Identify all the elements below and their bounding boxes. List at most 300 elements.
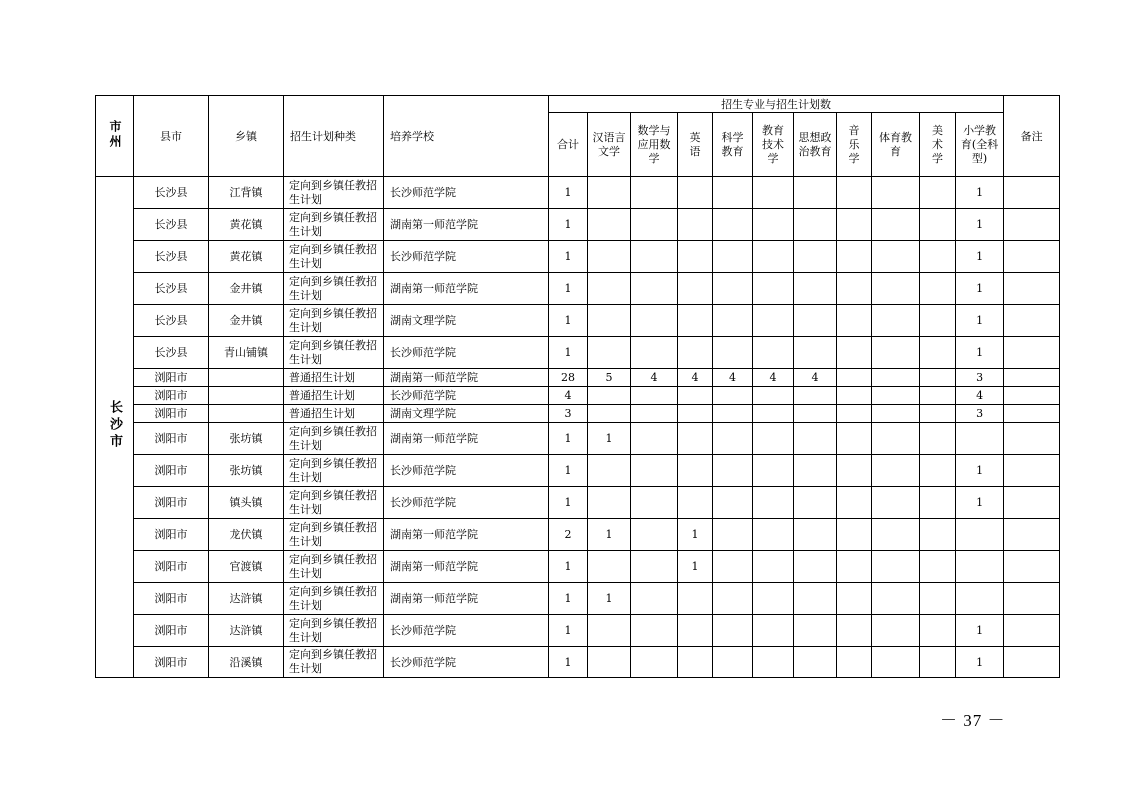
total-cell: 1: [549, 241, 588, 273]
major-count-cell: [588, 305, 631, 337]
major-count-cell: [678, 337, 713, 369]
major-count-cell: [753, 519, 794, 551]
town-cell: 张坊镇: [209, 455, 284, 487]
major-count-cell: 5: [588, 369, 631, 387]
remark-cell: [1004, 647, 1060, 678]
major-count-cell: 4: [794, 369, 837, 387]
major-count-cell: [956, 551, 1004, 583]
major-count-cell: [872, 551, 920, 583]
major-count-cell: [713, 487, 753, 519]
major-count-cell: [588, 615, 631, 647]
total-cell: 1: [549, 337, 588, 369]
header-school: 培养学校: [384, 96, 549, 177]
county-cell: 浏阳市: [134, 423, 209, 455]
major-count-cell: [794, 241, 837, 273]
major-count-cell: [588, 551, 631, 583]
major-count-cell: [837, 177, 872, 209]
major-count-cell: [753, 647, 794, 678]
major-count-cell: [872, 487, 920, 519]
table-row: [96, 647, 1060, 678]
major-count-cell: 4: [713, 369, 753, 387]
table-row: [96, 551, 1060, 583]
major-count-cell: [794, 647, 837, 678]
major-count-cell: 1: [956, 241, 1004, 273]
major-count-cell: [753, 423, 794, 455]
plan-type-cell: 定向到乡镇任教招生计划: [284, 337, 384, 369]
major-count-cell: [753, 487, 794, 519]
major-count-cell: 1: [956, 209, 1004, 241]
major-count-cell: [794, 423, 837, 455]
major-count-cell: [588, 273, 631, 305]
major-count-cell: [631, 615, 678, 647]
major-count-cell: [920, 273, 956, 305]
major-count-cell: [872, 387, 920, 405]
header-major: 教育技术学: [753, 113, 794, 177]
town-cell: 龙伏镇: [209, 519, 284, 551]
town-cell: 沿溪镇: [209, 647, 284, 678]
major-count-cell: [794, 305, 837, 337]
remark-cell: [1004, 423, 1060, 455]
major-count-cell: 1: [678, 519, 713, 551]
major-count-cell: [872, 405, 920, 423]
major-count-cell: [837, 209, 872, 241]
major-count-cell: [794, 455, 837, 487]
major-count-cell: [753, 387, 794, 405]
school-cell: 长沙师范学院: [384, 177, 549, 209]
major-count-cell: [753, 209, 794, 241]
city-cell: 长沙市: [96, 177, 134, 678]
major-count-cell: [837, 487, 872, 519]
plan-type-cell: 定向到乡镇任教招生计划: [284, 209, 384, 241]
plan-type-cell: 定向到乡镇任教招生计划: [284, 647, 384, 678]
major-count-cell: [713, 209, 753, 241]
town-cell: 达浒镇: [209, 615, 284, 647]
major-count-cell: [713, 177, 753, 209]
major-count-cell: [837, 241, 872, 273]
major-count-cell: [794, 273, 837, 305]
major-count-cell: [872, 305, 920, 337]
total-cell: 1: [549, 273, 588, 305]
major-count-cell: [920, 647, 956, 678]
county-cell: 长沙县: [134, 241, 209, 273]
major-count-cell: [631, 241, 678, 273]
town-cell: 黄花镇: [209, 209, 284, 241]
major-count-cell: 4: [753, 369, 794, 387]
remark-cell: [1004, 337, 1060, 369]
major-count-cell: [713, 423, 753, 455]
major-count-cell: [678, 615, 713, 647]
major-count-cell: [588, 405, 631, 423]
county-cell: 浏阳市: [134, 387, 209, 405]
school-cell: 湖南文理学院: [384, 405, 549, 423]
major-count-cell: [631, 337, 678, 369]
major-count-cell: [713, 647, 753, 678]
county-cell: 长沙县: [134, 337, 209, 369]
major-count-cell: [678, 273, 713, 305]
major-count-cell: [631, 423, 678, 455]
major-count-cell: [631, 405, 678, 423]
table-row: [96, 209, 1060, 241]
major-count-cell: [631, 387, 678, 405]
major-count-cell: [753, 241, 794, 273]
table-row: [96, 241, 1060, 273]
county-cell: 长沙县: [134, 305, 209, 337]
major-count-cell: [678, 405, 713, 423]
total-cell: 1: [549, 209, 588, 241]
school-cell: 湖南第一师范学院: [384, 423, 549, 455]
table-row: [96, 615, 1060, 647]
header-majors-group: 招生专业与招生计划数: [549, 96, 1004, 113]
major-count-cell: 1: [956, 455, 1004, 487]
town-cell: [209, 405, 284, 423]
major-count-cell: [753, 305, 794, 337]
major-count-cell: [920, 519, 956, 551]
major-count-cell: 1: [588, 583, 631, 615]
major-count-cell: [837, 369, 872, 387]
major-count-cell: [588, 487, 631, 519]
remark-cell: [1004, 387, 1060, 405]
major-count-cell: 1: [956, 305, 1004, 337]
table-row: [96, 337, 1060, 369]
town-cell: 江背镇: [209, 177, 284, 209]
table-row: [96, 387, 1060, 405]
remark-cell: [1004, 551, 1060, 583]
major-count-cell: 1: [956, 487, 1004, 519]
page-number: － 37 －: [940, 711, 1006, 730]
header-town: 乡镇: [209, 96, 284, 177]
major-count-cell: [837, 519, 872, 551]
enrollment-plan-table: [95, 95, 1060, 678]
school-cell: 湖南第一师范学院: [384, 273, 549, 305]
header-major: 小学教育(全科型): [956, 113, 1004, 177]
total-cell: 1: [549, 487, 588, 519]
major-count-cell: [588, 455, 631, 487]
remark-cell: [1004, 369, 1060, 387]
major-count-cell: [837, 647, 872, 678]
table-row: [96, 369, 1060, 387]
plan-type-cell: 定向到乡镇任教招生计划: [284, 177, 384, 209]
major-count-cell: [872, 615, 920, 647]
major-count-cell: [794, 405, 837, 423]
major-count-cell: [872, 455, 920, 487]
header-city: 市州: [96, 96, 134, 177]
major-count-cell: 4: [956, 387, 1004, 405]
school-cell: 长沙师范学院: [384, 615, 549, 647]
school-cell: 湖南第一师范学院: [384, 551, 549, 583]
major-count-cell: 1: [956, 177, 1004, 209]
major-count-cell: [872, 241, 920, 273]
major-count-cell: [631, 551, 678, 583]
major-count-cell: [920, 455, 956, 487]
header-major: 体育教育: [872, 113, 920, 177]
county-cell: 长沙县: [134, 273, 209, 305]
major-count-cell: [920, 241, 956, 273]
plan-type-cell: 普通招生计划: [284, 369, 384, 387]
major-count-cell: [678, 647, 713, 678]
header-major: 思想政治教育: [794, 113, 837, 177]
major-count-cell: [920, 305, 956, 337]
major-count-cell: 1: [956, 615, 1004, 647]
major-count-cell: [794, 337, 837, 369]
table-row: [96, 455, 1060, 487]
plan-type-cell: 定向到乡镇任教招生计划: [284, 423, 384, 455]
major-count-cell: [837, 615, 872, 647]
major-count-cell: [631, 583, 678, 615]
major-count-cell: [713, 387, 753, 405]
remark-cell: [1004, 487, 1060, 519]
major-count-cell: [678, 423, 713, 455]
major-count-cell: [753, 337, 794, 369]
major-count-cell: [837, 405, 872, 423]
total-cell: 4: [549, 387, 588, 405]
plan-type-cell: 定向到乡镇任教招生计划: [284, 615, 384, 647]
table-row: [96, 273, 1060, 305]
major-count-cell: 4: [631, 369, 678, 387]
major-count-cell: [588, 337, 631, 369]
total-cell: 1: [549, 615, 588, 647]
total-cell: 1: [549, 305, 588, 337]
major-count-cell: [837, 305, 872, 337]
major-count-cell: [713, 273, 753, 305]
major-count-cell: [837, 337, 872, 369]
plan-type-cell: 定向到乡镇任教招生计划: [284, 487, 384, 519]
major-count-cell: [588, 209, 631, 241]
major-count-cell: 1: [588, 423, 631, 455]
county-cell: 浏阳市: [134, 405, 209, 423]
major-count-cell: [678, 487, 713, 519]
major-count-cell: [920, 423, 956, 455]
county-cell: 浏阳市: [134, 647, 209, 678]
school-cell: 长沙师范学院: [384, 487, 549, 519]
major-count-cell: [872, 273, 920, 305]
major-count-cell: [678, 455, 713, 487]
total-cell: 1: [549, 177, 588, 209]
plan-type-cell: 定向到乡镇任教招生计划: [284, 519, 384, 551]
major-count-cell: [713, 405, 753, 423]
town-cell: 黄花镇: [209, 241, 284, 273]
remark-cell: [1004, 615, 1060, 647]
town-cell: 金井镇: [209, 273, 284, 305]
major-count-cell: [678, 177, 713, 209]
remark-cell: [1004, 209, 1060, 241]
plan-type-cell: 定向到乡镇任教招生计划: [284, 551, 384, 583]
total-cell: 1: [549, 455, 588, 487]
major-count-cell: [753, 455, 794, 487]
school-cell: 长沙师范学院: [384, 241, 549, 273]
town-cell: [209, 387, 284, 405]
major-count-cell: [631, 487, 678, 519]
header-county: 县市: [134, 96, 209, 177]
town-cell: 官渡镇: [209, 551, 284, 583]
major-count-cell: [872, 369, 920, 387]
major-count-cell: [713, 583, 753, 615]
major-count-cell: [920, 615, 956, 647]
school-cell: 湖南第一师范学院: [384, 583, 549, 615]
major-count-cell: 1: [956, 337, 1004, 369]
major-count-cell: [872, 209, 920, 241]
school-cell: 湖南第一师范学院: [384, 519, 549, 551]
major-count-cell: [920, 387, 956, 405]
school-cell: 湖南第一师范学院: [384, 209, 549, 241]
major-count-cell: [872, 647, 920, 678]
major-count-cell: [920, 369, 956, 387]
major-count-cell: [678, 387, 713, 405]
town-cell: 镇头镇: [209, 487, 284, 519]
table-row: [96, 405, 1060, 423]
header-major: 合计: [549, 113, 588, 177]
total-cell: 2: [549, 519, 588, 551]
county-cell: 长沙县: [134, 177, 209, 209]
plan-type-cell: 普通招生计划: [284, 405, 384, 423]
major-count-cell: [631, 177, 678, 209]
major-count-cell: [794, 551, 837, 583]
major-count-cell: [753, 551, 794, 583]
school-cell: 湖南第一师范学院: [384, 369, 549, 387]
major-count-cell: [837, 387, 872, 405]
major-count-cell: [588, 387, 631, 405]
county-cell: 长沙县: [134, 209, 209, 241]
county-cell: 浏阳市: [134, 583, 209, 615]
major-count-cell: [920, 405, 956, 423]
plan-type-cell: 定向到乡镇任教招生计划: [284, 455, 384, 487]
school-cell: 长沙师范学院: [384, 337, 549, 369]
county-cell: 浏阳市: [134, 519, 209, 551]
major-count-cell: [678, 305, 713, 337]
total-cell: 3: [549, 405, 588, 423]
major-count-cell: [920, 337, 956, 369]
major-count-cell: [837, 455, 872, 487]
major-count-cell: [753, 405, 794, 423]
major-count-cell: 1: [588, 519, 631, 551]
header-remarks: 备注: [1004, 96, 1060, 177]
major-count-cell: [794, 519, 837, 551]
header-major: 英语: [678, 113, 713, 177]
major-count-cell: [872, 583, 920, 615]
school-cell: 长沙师范学院: [384, 647, 549, 678]
plan-type-cell: 定向到乡镇任教招生计划: [284, 583, 384, 615]
major-count-cell: [794, 583, 837, 615]
major-count-cell: [631, 209, 678, 241]
total-cell: 1: [549, 423, 588, 455]
major-count-cell: [713, 615, 753, 647]
header-major: 汉语言文学: [588, 113, 631, 177]
header-major: 美术学: [920, 113, 956, 177]
school-cell: 湖南文理学院: [384, 305, 549, 337]
remark-cell: [1004, 241, 1060, 273]
county-cell: 浏阳市: [134, 615, 209, 647]
table-row: [96, 487, 1060, 519]
county-cell: 浏阳市: [134, 369, 209, 387]
major-count-cell: [631, 455, 678, 487]
county-cell: 浏阳市: [134, 487, 209, 519]
table-row: [96, 583, 1060, 615]
major-count-cell: [837, 273, 872, 305]
town-cell: [209, 369, 284, 387]
major-count-cell: 1: [956, 647, 1004, 678]
major-count-cell: [713, 455, 753, 487]
major-count-cell: [837, 551, 872, 583]
major-count-cell: [872, 337, 920, 369]
major-count-cell: [794, 487, 837, 519]
major-count-cell: [753, 615, 794, 647]
total-cell: 28: [549, 369, 588, 387]
table-row: [96, 423, 1060, 455]
major-count-cell: [678, 583, 713, 615]
plan-type-cell: 普通招生计划: [284, 387, 384, 405]
plan-type-cell: 定向到乡镇任教招生计划: [284, 273, 384, 305]
remark-cell: [1004, 455, 1060, 487]
remark-cell: [1004, 273, 1060, 305]
major-count-cell: [678, 209, 713, 241]
school-cell: 长沙师范学院: [384, 387, 549, 405]
remark-cell: [1004, 305, 1060, 337]
major-count-cell: [920, 177, 956, 209]
major-count-cell: [753, 583, 794, 615]
total-cell: 1: [549, 551, 588, 583]
table-row: [96, 519, 1060, 551]
total-cell: 1: [549, 583, 588, 615]
major-count-cell: [588, 241, 631, 273]
table-row: [96, 305, 1060, 337]
major-count-cell: [713, 337, 753, 369]
major-count-cell: [872, 423, 920, 455]
total-cell: 1: [549, 647, 588, 678]
school-cell: 长沙师范学院: [384, 455, 549, 487]
major-count-cell: [920, 583, 956, 615]
major-count-cell: 4: [678, 369, 713, 387]
major-count-cell: 1: [678, 551, 713, 583]
table-row: [96, 177, 1060, 209]
major-count-cell: [753, 177, 794, 209]
major-count-cell: [631, 273, 678, 305]
town-cell: 达浒镇: [209, 583, 284, 615]
major-count-cell: [837, 423, 872, 455]
major-count-cell: [794, 615, 837, 647]
header-plan-type: 招生计划种类: [284, 96, 384, 177]
major-count-cell: [872, 519, 920, 551]
major-count-cell: [920, 487, 956, 519]
major-count-cell: [920, 551, 956, 583]
county-cell: 浏阳市: [134, 551, 209, 583]
remark-cell: [1004, 519, 1060, 551]
town-cell: 青山铺镇: [209, 337, 284, 369]
major-count-cell: [794, 177, 837, 209]
major-count-cell: [837, 583, 872, 615]
major-count-cell: [794, 209, 837, 241]
plan-type-cell: 定向到乡镇任教招生计划: [284, 305, 384, 337]
county-cell: 浏阳市: [134, 455, 209, 487]
header-major: 数学与应用数学: [631, 113, 678, 177]
major-count-cell: [713, 305, 753, 337]
major-count-cell: [678, 241, 713, 273]
major-count-cell: [794, 387, 837, 405]
major-count-cell: [631, 519, 678, 551]
major-count-cell: [713, 241, 753, 273]
major-count-cell: 3: [956, 369, 1004, 387]
major-count-cell: 3: [956, 405, 1004, 423]
major-count-cell: [713, 519, 753, 551]
major-count-cell: [956, 519, 1004, 551]
major-count-cell: [920, 209, 956, 241]
major-count-cell: [631, 647, 678, 678]
remark-cell: [1004, 405, 1060, 423]
major-count-cell: [956, 583, 1004, 615]
major-count-cell: [753, 273, 794, 305]
header-major: 科学教育: [713, 113, 753, 177]
major-count-cell: [588, 647, 631, 678]
major-count-cell: 1: [956, 273, 1004, 305]
major-count-cell: [713, 551, 753, 583]
